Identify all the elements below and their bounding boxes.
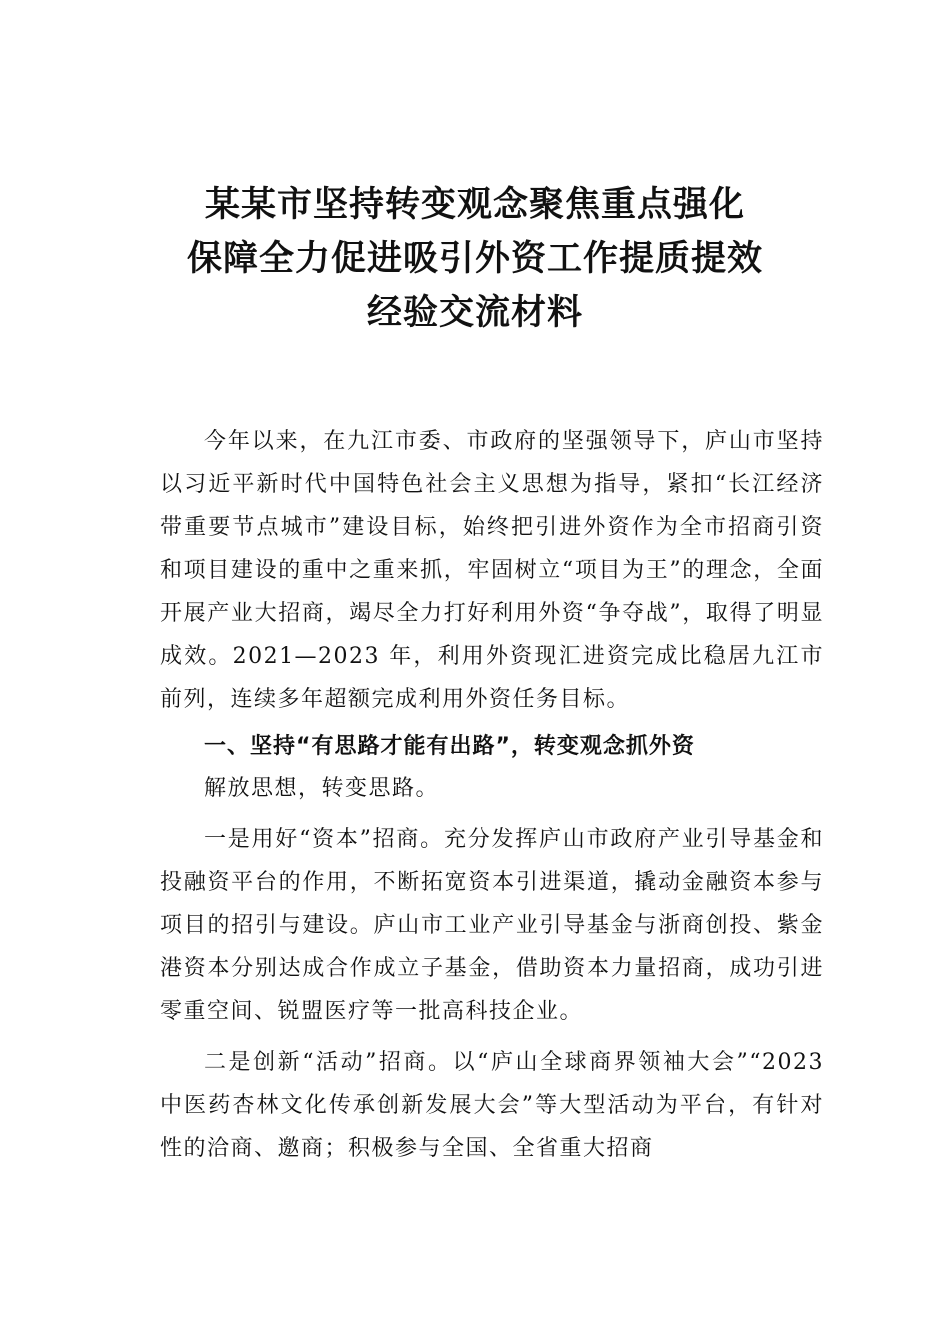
document-body [160, 420, 824, 1170]
section-1-lead-paragraph: 解放思想，转变思路。 [204, 776, 440, 801]
section-1-point-2-paragraph: 二是创新“活动”招商。以“庐山全球商界领袖大会”“2023 中医药杏林文化传承创新发展大会”等大型活动为平台，有针对性的洽商、邀商；积极参与全国、全省重大招商 [160, 1050, 824, 1161]
section-heading-1: 一、坚持“有思路才能有出路”，转变观念抓外资 [204, 734, 695, 759]
document-title [0, 178, 950, 340]
section-1-point-1-paragraph: 一是用好“资本”招商。充分发挥庐山市政府产业引导基金和投融资平台的作用，不断拓宽资本引进渠道，撬动金融资本参与项目的招引与建设。庐山市工业产业引导基金与浙商创投、紫金港资本分别达成合作成立子基金，借助资本力量招商，成功引进零重空间、锐盟医疗等一批高科技企业。 [160, 827, 824, 1024]
title-line-1: 某某市坚持转变观念聚焦重点强化 [204, 185, 745, 225]
title-line-2: 保障全力促进吸引外资工作提质提效 [186, 239, 763, 279]
title-line-3: 经验交流材料 [366, 293, 583, 333]
intro-paragraph: 今年以来，在九江市委、市政府的坚强领导下，庐山市坚持以习近平新时代中国特色社会主义思想为指导，紧扣“长江经济带重要节点城市”建设目标，始终把引进外资作为全市招商引资和项目建设的重中之重来抓，牢固树立“项目为王”的理念，全面开展产业大招商，竭尽全力打好利用外资“争夺战”，取得了明显成效。2021—2023 年，利用外资现汇进资完成比稳居九江市前列，连续多年超额完成利用外资任务目标。 [160, 429, 824, 712]
